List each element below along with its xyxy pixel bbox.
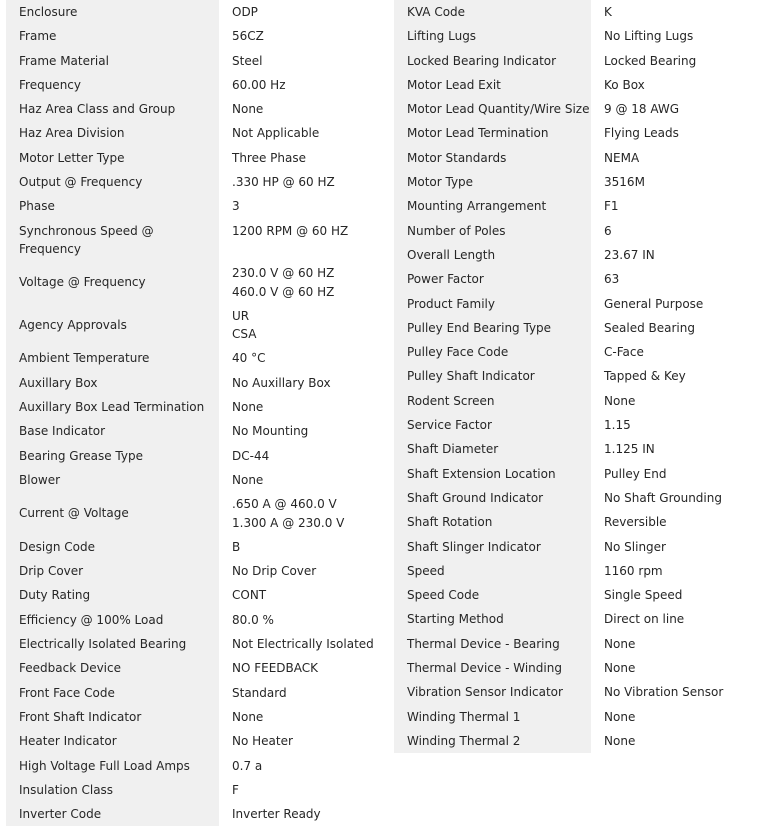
spec-value-cell: [591, 510, 771, 534]
spec-row: [6, 559, 392, 583]
spec-row: [394, 510, 771, 534]
spec-label: Electrically Isolated Bearing: [6, 632, 219, 656]
spec-label: Heater Indicator: [6, 729, 219, 753]
spec-row: [394, 316, 771, 340]
spec-row: [394, 24, 771, 48]
spec-value: 230.0 V @ 60 HZ: [232, 266, 335, 281]
spec-value-cell: [219, 729, 392, 753]
spec-label: Output @ Frequency: [6, 170, 219, 194]
spec-row: [6, 802, 392, 826]
spec-value-cell: [591, 97, 771, 121]
spec-value-cell: [591, 364, 771, 388]
spec-value: 0.7 a: [232, 758, 263, 773]
spec-value: Three Phase: [232, 150, 307, 165]
spec-value: None: [232, 472, 264, 487]
spec-value-cell: [219, 535, 392, 559]
spec-label: Current @ Voltage: [6, 492, 219, 535]
spec-label: Voltage @ Frequency: [6, 261, 219, 304]
spec-label: Thermal Device - Winding: [394, 656, 591, 680]
spec-value-cell: [219, 194, 392, 218]
spec-value-cell: [219, 395, 392, 419]
spec-value-cell: [219, 0, 392, 24]
spec-value-cell: [591, 194, 771, 218]
left-spec-column: [6, 0, 392, 826]
spec-value: 9 @ 18 AWG: [604, 102, 680, 117]
spec-row: [6, 632, 392, 656]
spec-value-cell: [591, 583, 771, 607]
spec-value: None: [232, 102, 264, 117]
spec-value: Steel: [232, 53, 263, 68]
spec-label: Base Indicator: [6, 419, 219, 443]
spec-value: No Vibration Sensor: [604, 685, 724, 700]
spec-label: Number of Poles: [394, 219, 591, 243]
spec-label: Product Family: [394, 292, 591, 316]
spec-value: Not Electrically Isolated: [232, 637, 374, 652]
spec-label: Synchronous Speed @ Frequency: [6, 219, 219, 262]
spec-value: UR: [232, 308, 250, 323]
spec-value-cell: [219, 559, 392, 583]
spec-label: Inverter Code: [6, 802, 219, 826]
spec-value: None: [232, 400, 264, 415]
spec-row: [6, 371, 392, 395]
spec-value-cell: [219, 444, 392, 468]
spec-label: Enclosure: [6, 0, 219, 24]
spec-value: No Slinger: [604, 539, 666, 554]
spec-value: 1.125 IN: [604, 442, 655, 457]
spec-value-cell: [219, 24, 392, 48]
spec-label: Overall Length: [394, 243, 591, 267]
spec-label: Agency Approvals: [6, 304, 219, 347]
spec-value-cell: [591, 680, 771, 704]
spec-value-cell: [219, 705, 392, 729]
spec-row: [6, 346, 392, 370]
spec-value-cell: [219, 802, 392, 826]
spec-value: C-Face: [604, 345, 644, 360]
spec-label: Duty Rating: [6, 583, 219, 607]
spec-value-cell: [591, 0, 771, 24]
spec-row: [394, 486, 771, 510]
spec-value: 80.0 %: [232, 612, 274, 627]
spec-value-cell: [219, 583, 392, 607]
spec-label: Vibration Sensor Indicator: [394, 680, 591, 704]
spec-value: 40 °C: [232, 351, 266, 366]
spec-value: No Drip Cover: [232, 564, 317, 579]
spec-row: [394, 583, 771, 607]
spec-value-cell: [219, 632, 392, 656]
spec-value-cell: [591, 73, 771, 97]
spec-value-cell: [591, 535, 771, 559]
spec-value: DC-44: [232, 448, 270, 463]
spec-value: No Heater: [232, 734, 293, 749]
spec-value: Direct on line: [604, 612, 685, 627]
spec-label: KVA Code: [394, 0, 591, 24]
spec-value-cell: [219, 73, 392, 97]
spec-value-cell: [219, 97, 392, 121]
spec-row: [6, 304, 392, 347]
spec-label: Pulley Shaft Indicator: [394, 364, 591, 388]
spec-value-cell: [219, 170, 392, 194]
spec-label: Ambient Temperature: [6, 346, 219, 370]
spec-value-cell: [591, 656, 771, 680]
spec-row: [394, 680, 771, 704]
spec-value: None: [604, 636, 636, 651]
spec-value: 1160 rpm: [604, 563, 663, 578]
spec-row: [6, 146, 392, 170]
spec-value-cell: [219, 419, 392, 443]
spec-value: 6: [604, 223, 612, 238]
spec-value: Locked Bearing: [604, 53, 697, 68]
spec-row: [394, 656, 771, 680]
spec-row: [394, 535, 771, 559]
spec-label: Starting Method: [394, 607, 591, 631]
spec-row: [6, 73, 392, 97]
spec-value: No Shaft Grounding: [604, 490, 722, 505]
spec-value-cell: [591, 219, 771, 243]
spec-row: [6, 261, 392, 304]
spec-label: High Voltage Full Load Amps: [6, 754, 219, 778]
spec-value: Flying Leads: [604, 126, 679, 141]
spec-value: None: [604, 393, 636, 408]
spec-value-cell: [219, 121, 392, 145]
spec-value-cell: [219, 146, 392, 170]
spec-row: [6, 419, 392, 443]
spec-value: CSA: [232, 327, 257, 342]
spec-value-cell: [219, 656, 392, 680]
spec-label: Winding Thermal 1: [394, 705, 591, 729]
spec-row: [6, 583, 392, 607]
spec-value-cell: [219, 219, 392, 262]
spec-label: Feedback Device: [6, 656, 219, 680]
spec-row: [394, 73, 771, 97]
spec-value-cell: [591, 243, 771, 267]
spec-value: Tapped & Key: [604, 369, 686, 384]
spec-value: No Lifting Lugs: [604, 29, 694, 44]
spec-row: [394, 632, 771, 656]
spec-value-cell: [219, 778, 392, 802]
spec-row: [394, 559, 771, 583]
spec-label: Auxillary Box Lead Termination: [6, 395, 219, 419]
spec-value: 1.15: [604, 418, 631, 433]
spec-row: [394, 462, 771, 486]
spec-row: [394, 389, 771, 413]
spec-value-cell: [591, 146, 771, 170]
spec-value-cell: [591, 413, 771, 437]
spec-value: None: [604, 709, 636, 724]
spec-row: [6, 24, 392, 48]
spec-row: [6, 754, 392, 778]
spec-value-cell: [591, 462, 771, 486]
spec-label: Shaft Rotation: [394, 510, 591, 534]
spec-value: None: [232, 709, 264, 724]
spec-label: Motor Standards: [394, 146, 591, 170]
spec-label: Frame: [6, 24, 219, 48]
spec-value-cell: [219, 346, 392, 370]
spec-label: Pulley End Bearing Type: [394, 316, 591, 340]
spec-row: [394, 146, 771, 170]
spec-value: K: [604, 5, 612, 19]
spec-value: Ko Box: [604, 77, 645, 92]
spec-row: [6, 121, 392, 145]
spec-row: [394, 607, 771, 631]
spec-label: Service Factor: [394, 413, 591, 437]
spec-label: Lifting Lugs: [394, 24, 591, 48]
spec-value-cell: [591, 49, 771, 73]
spec-value-cell: [219, 681, 392, 705]
spec-row: [6, 395, 392, 419]
spec-value-cell: [219, 261, 392, 304]
spec-row: [6, 194, 392, 218]
spec-value-cell: [591, 632, 771, 656]
spec-value-cell: [591, 559, 771, 583]
spec-label: Efficiency @ 100% Load: [6, 608, 219, 632]
spec-label: Rodent Screen: [394, 389, 591, 413]
spec-value-cell: [591, 437, 771, 461]
spec-value-cell: [591, 486, 771, 510]
spec-value: 23.67 IN: [604, 247, 655, 262]
spec-value-cell: [219, 371, 392, 395]
spec-row: [394, 49, 771, 73]
spec-value: 3516M: [604, 175, 645, 190]
spec-row: [394, 364, 771, 388]
left-spec-table: [6, 0, 392, 826]
spec-row: [394, 0, 771, 24]
spec-label: Frequency: [6, 73, 219, 97]
spec-label: Auxillary Box: [6, 371, 219, 395]
spec-row: [394, 413, 771, 437]
spec-value: .650 A @ 460.0 V: [232, 497, 337, 512]
spec-row: [6, 219, 392, 262]
spec-value: 3: [232, 199, 240, 214]
spec-label: Haz Area Division: [6, 121, 219, 145]
spec-label: Shaft Slinger Indicator: [394, 535, 591, 559]
spec-label: Speed: [394, 559, 591, 583]
spec-value-cell: [591, 292, 771, 316]
spec-value: No Auxillary Box: [232, 375, 331, 390]
spec-value-cell: [219, 492, 392, 535]
spec-row: [6, 705, 392, 729]
spec-row: [6, 444, 392, 468]
spec-row: [6, 656, 392, 680]
spec-value: 1.300 A @ 230.0 V: [232, 515, 345, 530]
spec-row: [6, 535, 392, 559]
spec-value: No Mounting: [232, 424, 309, 439]
spec-label: Front Shaft Indicator: [6, 705, 219, 729]
spec-row: [394, 170, 771, 194]
spec-row: [6, 681, 392, 705]
spec-value: General Purpose: [604, 296, 704, 311]
spec-value-cell: [219, 304, 392, 347]
spec-value: 460.0 V @ 60 HZ: [232, 284, 335, 299]
spec-label: Bearing Grease Type: [6, 444, 219, 468]
spec-label: Phase: [6, 194, 219, 218]
spec-row: [394, 194, 771, 218]
spec-value-cell: [219, 608, 392, 632]
spec-row: [6, 778, 392, 802]
spec-label: Motor Lead Quantity/Wire Size: [394, 97, 591, 121]
spec-label: Shaft Ground Indicator: [394, 486, 591, 510]
spec-value: CONT: [232, 588, 267, 603]
spec-value: NEMA: [604, 150, 640, 165]
spec-value-cell: [591, 729, 771, 753]
spec-label: Frame Material: [6, 49, 219, 73]
spec-label: Design Code: [6, 535, 219, 559]
spec-row: [394, 340, 771, 364]
spec-value-cell: [591, 24, 771, 48]
spec-row: [394, 437, 771, 461]
spec-label: Blower: [6, 468, 219, 492]
spec-label: Shaft Diameter: [394, 437, 591, 461]
spec-row: [6, 729, 392, 753]
spec-value: Standard: [232, 685, 287, 700]
spec-value: 1200 RPM @ 60 HZ: [232, 223, 349, 238]
spec-value-cell: [219, 754, 392, 778]
right-spec-table: [394, 0, 771, 753]
spec-value: Inverter Ready: [232, 807, 321, 822]
spec-row: [6, 608, 392, 632]
spec-row: [394, 267, 771, 291]
spec-label: Front Face Code: [6, 681, 219, 705]
spec-row: [6, 97, 392, 121]
spec-row: [394, 729, 771, 753]
spec-value: None: [604, 661, 636, 676]
spec-value-cell: [591, 170, 771, 194]
spec-value: ODP: [232, 5, 258, 19]
spec-label: Haz Area Class and Group: [6, 97, 219, 121]
spec-row: [394, 219, 771, 243]
spec-value: 63: [604, 272, 620, 287]
spec-label: Shaft Extension Location: [394, 462, 591, 486]
spec-row: [6, 49, 392, 73]
spec-row: [6, 492, 392, 535]
spec-label: Speed Code: [394, 583, 591, 607]
spec-label: Insulation Class: [6, 778, 219, 802]
spec-label: Pulley Face Code: [394, 340, 591, 364]
spec-value-cell: [591, 607, 771, 631]
spec-value-cell: [591, 705, 771, 729]
spec-row: [6, 468, 392, 492]
spec-label: Motor Lead Termination: [394, 121, 591, 145]
spec-label: Motor Letter Type: [6, 146, 219, 170]
spec-value: Reversible: [604, 515, 667, 530]
spec-row: [394, 705, 771, 729]
spec-value: B: [232, 539, 241, 554]
spec-value: F1: [604, 199, 619, 214]
spec-value: 56CZ: [232, 29, 264, 44]
spec-value: Single Speed: [604, 588, 683, 603]
spec-value-cell: [219, 468, 392, 492]
spec-label: Motor Type: [394, 170, 591, 194]
spec-label: Drip Cover: [6, 559, 219, 583]
spec-label: Mounting Arrangement: [394, 194, 591, 218]
spec-value: Sealed Bearing: [604, 320, 695, 335]
spec-value-cell: [219, 49, 392, 73]
spec-value-cell: [591, 389, 771, 413]
spec-value: NO FEEDBACK: [232, 661, 319, 676]
spec-row: [394, 292, 771, 316]
spec-label: Power Factor: [394, 267, 591, 291]
spec-value: Pulley End: [604, 466, 667, 481]
spec-value-cell: [591, 340, 771, 364]
spec-row: [6, 0, 392, 24]
spec-label: Winding Thermal 2: [394, 729, 591, 753]
spec-row: [394, 121, 771, 145]
spec-value: None: [604, 733, 636, 748]
spec-label: Motor Lead Exit: [394, 73, 591, 97]
spec-label: Locked Bearing Indicator: [394, 49, 591, 73]
spec-row: [394, 243, 771, 267]
spec-value: 60.00 Hz: [232, 77, 286, 92]
right-spec-column: [394, 0, 771, 753]
spec-value-cell: [591, 267, 771, 291]
spec-value-cell: [591, 316, 771, 340]
spec-row: [394, 97, 771, 121]
spec-value: Not Applicable: [232, 126, 320, 141]
spec-value: .330 HP @ 60 HZ: [232, 175, 335, 190]
spec-label: Thermal Device - Bearing: [394, 632, 591, 656]
spec-value-cell: [591, 121, 771, 145]
spec-value: F: [232, 782, 239, 797]
spec-row: [6, 170, 392, 194]
